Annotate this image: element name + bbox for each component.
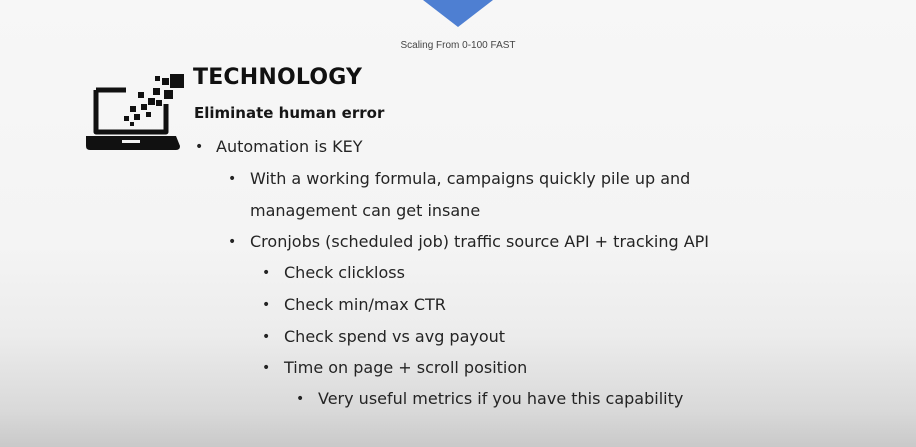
bullet-dot: • xyxy=(262,265,271,281)
bullet-dot: • xyxy=(228,234,237,250)
bullet-text: management can get insane xyxy=(250,201,481,220)
bullet-text: Very useful metrics if you have this capability xyxy=(318,389,684,408)
bullet-check-clickloss xyxy=(262,263,405,283)
bullet-dot: • xyxy=(296,391,305,407)
bullet-text: Time on page + scroll position xyxy=(284,358,528,377)
bullet-text: With a working formula, campaigns quickly pile up and xyxy=(250,169,691,188)
bullet-text: Check clickloss xyxy=(284,263,405,282)
bullet-dot: • xyxy=(262,360,271,376)
bullet-cronjobs xyxy=(228,232,710,252)
section-subtitle: Eliminate human error xyxy=(194,104,385,122)
bullet-dot: • xyxy=(262,297,271,313)
bullet-useful-metrics xyxy=(296,389,684,409)
laptop-pixels-icon xyxy=(86,70,188,154)
bullet-dot: • xyxy=(195,139,204,155)
bullet-automation xyxy=(195,137,363,157)
bullet-working-formula xyxy=(228,169,691,189)
bullet-working-formula-continuation xyxy=(250,201,480,221)
bullet-check-spend xyxy=(262,327,506,347)
bullet-time-on-page xyxy=(262,358,528,378)
bullet-dot: • xyxy=(228,171,237,187)
bullet-text: Check min/max CTR xyxy=(284,295,446,314)
bullet-text: Check spend vs avg payout xyxy=(284,327,506,346)
bullet-dot: • xyxy=(262,329,271,345)
bullet-text: Automation is KEY xyxy=(216,137,363,156)
slide-header-caption: Scaling From 0-100 FAST xyxy=(400,40,516,51)
top-triangle-marker xyxy=(423,0,493,27)
bullet-check-ctr xyxy=(262,295,446,315)
section-title: TECHNOLOGY xyxy=(193,65,363,90)
bullet-text: Cronjobs (scheduled job) traffic source API + tracking API xyxy=(250,232,710,251)
